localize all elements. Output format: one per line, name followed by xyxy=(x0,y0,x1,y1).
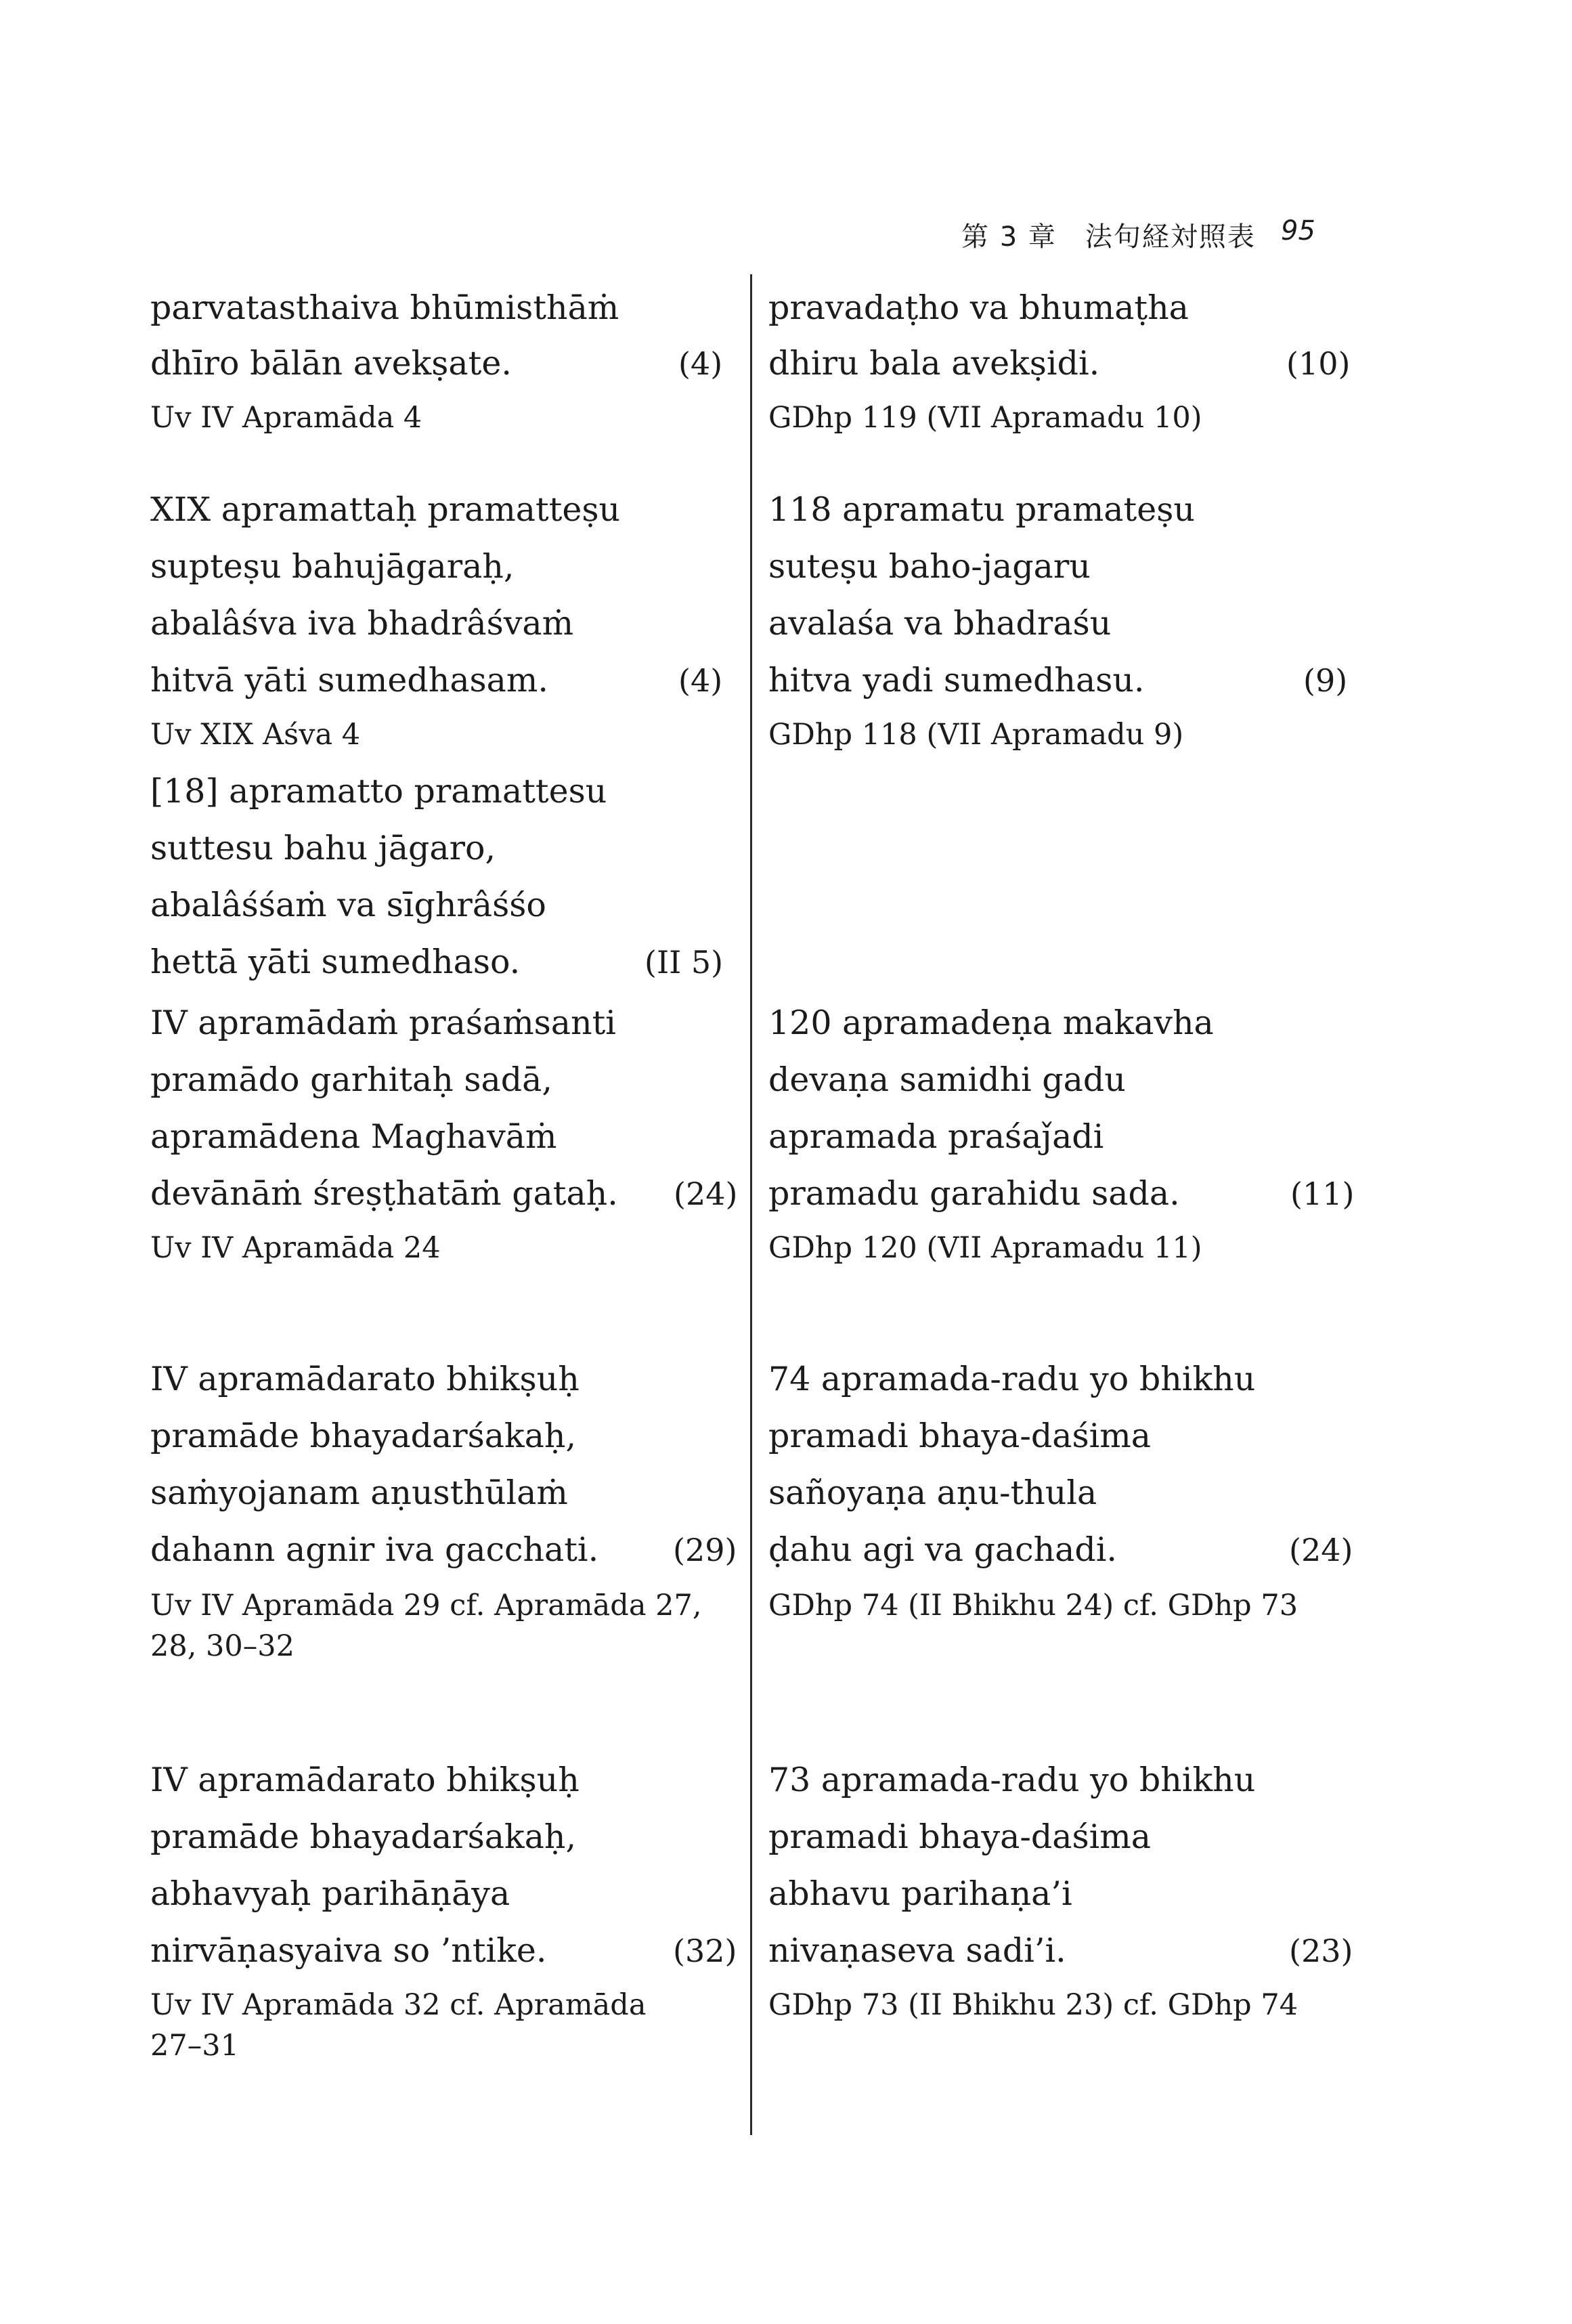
verse-line: IV apramādaṁ praśaṁsanti xyxy=(150,1004,616,1042)
verse-number: (32) xyxy=(673,1933,737,1969)
verse-line: 118 apramatu pramateṣu xyxy=(768,490,1195,529)
verse-line: pramadi bhaya-daśima xyxy=(768,1817,1151,1856)
verse-line: devānāṁ śreṣṭhatāṁ gataḥ. xyxy=(150,1174,618,1213)
verse-line: pramadu garahidu sada. xyxy=(768,1174,1180,1213)
verse-line: nirvāṇasyaiva so ’ntike. xyxy=(150,1931,547,1970)
source-reference: 27–31 xyxy=(150,2029,239,2063)
verse-line: dhiru bala avekṣidi. xyxy=(768,344,1100,383)
verse-line: nivaṇaseva sadi’i. xyxy=(768,1931,1066,1970)
verse-number: (23) xyxy=(1289,1933,1353,1969)
source-reference: 28, 30–32 xyxy=(150,1629,294,1663)
verse-number: (9) xyxy=(1303,662,1348,699)
source-reference: GDhp 118 (VII Apramadu 9) xyxy=(768,718,1184,752)
verse-line: dahann agnir iva gacchati. xyxy=(150,1530,599,1569)
verse-line: pramadi bhaya-daśima xyxy=(768,1417,1151,1455)
verse-line: IV apramādarato bhikṣuḥ xyxy=(150,1360,580,1398)
verse-line: abalâśva iva bhadrâśvaṁ xyxy=(150,604,574,643)
verse-line: abhavyaḥ parihāṇāya xyxy=(150,1874,510,1913)
verse-line: parvatasthaiva bhūmisthāṁ xyxy=(150,288,619,327)
column-divider xyxy=(750,274,752,2135)
verse-number: (24) xyxy=(1289,1532,1353,1568)
source-reference: GDhp 120 (VII Apramadu 11) xyxy=(768,1231,1202,1265)
verse-line: dhīro bālān avekṣate. xyxy=(150,344,512,383)
source-reference: Uv IV Apramāda 24 xyxy=(150,1231,441,1265)
source-reference: Uv IV Apramāda 4 xyxy=(150,401,422,435)
verse-line: suteṣu baho-jagaru xyxy=(768,547,1091,586)
verse-number: (11) xyxy=(1290,1176,1355,1212)
source-reference: GDhp 119 (VII Apramadu 10) xyxy=(768,401,1202,435)
source-reference: GDhp 73 (II Bhikhu 23) cf. GDhp 74 xyxy=(768,1988,1298,2022)
verse-line: devaṇa samidhi gadu xyxy=(768,1060,1126,1099)
verse-line: abhavu parihaṇa’i xyxy=(768,1874,1072,1913)
verse-line: hitvā yāti sumedhasam. xyxy=(150,661,548,700)
verse-line: IV apramādarato bhikṣuḥ xyxy=(150,1761,580,1799)
verse-line: ḍahu agi va gachadi. xyxy=(768,1530,1117,1569)
verse-line: avalaśa va bhadraśu xyxy=(768,604,1112,643)
pali-verse-line: hettā yāti sumedhaso. xyxy=(150,943,521,981)
verse-number: (29) xyxy=(673,1532,737,1568)
source-reference: Uv XIX Aśva 4 xyxy=(150,718,361,752)
verse-number: (4) xyxy=(678,345,723,382)
verse-number: (24) xyxy=(674,1176,738,1212)
verse-line: pramādo garhitaḥ sadā, xyxy=(150,1060,552,1099)
pali-verse-line: abalâśśaṁ va sīghrâśśo xyxy=(150,886,546,924)
verse-line: hitva yadi sumedhasu. xyxy=(768,661,1145,700)
verse-line: apramādena Maghavāṁ xyxy=(150,1117,557,1156)
verse-line: pramāde bhayadarśakaḥ, xyxy=(150,1817,577,1856)
running-header xyxy=(961,215,1315,254)
verse-line: saṁyojanam aṇusthūlaṁ xyxy=(150,1473,568,1512)
verse-line: 74 apramada-radu yo bhikhu xyxy=(768,1360,1256,1398)
verse-line: supteṣu bahujāgaraḥ, xyxy=(150,547,515,586)
pali-verse-line: [18] apramatto pramattesu xyxy=(150,772,607,811)
verse-line: 120 apramadeṇa makavha xyxy=(768,1004,1214,1042)
chapter-title: 第 3 章 法句経対照表 xyxy=(961,221,1256,253)
verse-number: (II 5) xyxy=(645,944,724,981)
source-reference: Uv IV Apramāda 32 cf. Apramāda xyxy=(150,1988,647,2022)
verse-line: 73 apramada-radu yo bhikhu xyxy=(768,1761,1256,1799)
verse-line: XIX apramattaḥ pramatteṣu xyxy=(150,490,621,529)
verse-number: (10) xyxy=(1286,345,1351,382)
verse-number: (4) xyxy=(678,662,723,699)
pali-verse-line: suttesu bahu jāgaro, xyxy=(150,829,496,867)
page-number: 95 xyxy=(1281,215,1315,246)
verse-line: pravadaṭho va bhumaṭha xyxy=(768,288,1189,327)
verse-line: sañoyaṇa aṇu-thula xyxy=(768,1473,1097,1512)
source-reference: Uv IV Apramāda 29 cf. Apramāda 27, xyxy=(150,1589,702,1622)
verse-line: apramada praśaǰadi xyxy=(768,1117,1104,1156)
verse-line: pramāde bhayadarśakaḥ, xyxy=(150,1417,577,1455)
source-reference: GDhp 74 (II Bhikhu 24) cf. GDhp 73 xyxy=(768,1589,1298,1622)
